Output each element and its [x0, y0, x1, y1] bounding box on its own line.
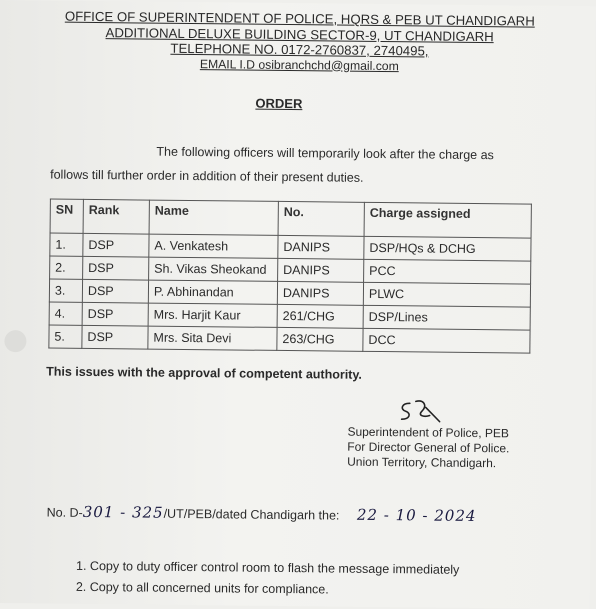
- punch-hole: [4, 330, 26, 352]
- table-row: [49, 325, 530, 353]
- cell-no: DANIPS: [278, 235, 364, 259]
- cell-rank: DSP: [83, 233, 149, 257]
- cell-sn: 2.: [50, 256, 83, 279]
- signatory-block: [347, 425, 510, 472]
- col-header-no: No.: [278, 201, 364, 236]
- col-header-sn: SN: [50, 199, 83, 233]
- officers-table: [48, 199, 532, 354]
- cell-charge: PCC: [364, 259, 531, 284]
- signatory-line-1: Superintendent of Police, PEB: [347, 424, 510, 441]
- col-header-charge: Charge assigned: [364, 202, 531, 238]
- cell-sn: 5.: [49, 325, 82, 348]
- cell-no: 263/CHG: [277, 327, 363, 351]
- cell-rank: DSP: [82, 325, 148, 349]
- cell-sn: 4.: [49, 302, 82, 325]
- reference-line: [47, 503, 477, 526]
- cell-rank: DSP: [82, 279, 148, 303]
- cell-name: P. Abhinandan: [148, 280, 277, 304]
- list-item: 2. Copy to all concerned units for compliance.: [75, 579, 329, 597]
- cell-rank: DSP: [82, 302, 148, 326]
- letterhead-line-3: TELEPHONE NO. 0172-2760837, 2740495,: [170, 40, 429, 59]
- col-header-name: Name: [149, 200, 278, 235]
- cell-no: DANIPS: [277, 281, 363, 305]
- reference-prefix: No. D-: [46, 505, 83, 520]
- list-item: 1. Copy to duty officer control room to flash the message immediately: [76, 558, 460, 577]
- body-paragraph-line-2: follows till further order in addition of their present duties.: [50, 167, 364, 185]
- letterhead-line-1: OFFICE OF SUPERINTENDENT OF POLICE, HQRS & PEB UT CHANDIGARH: [64, 8, 535, 29]
- cell-charge: DSP/Lines: [363, 305, 530, 330]
- approval-statement: This issues with the approval of competent authority.: [46, 364, 362, 382]
- cell-no: DANIPS: [278, 258, 364, 282]
- reference-middle: /UT/PEB/dated Chandigarh the:: [163, 506, 340, 523]
- cell-rank: DSP: [83, 256, 149, 280]
- table-header-row: [50, 199, 531, 238]
- col-header-rank: Rank: [83, 199, 149, 234]
- letterhead: [39, 8, 560, 75]
- handwritten-dispatch-number: 301 - 325: [82, 502, 164, 522]
- cell-sn: 1.: [50, 233, 83, 256]
- cell-charge: PLWC: [363, 282, 530, 307]
- cell-no: 261/CHG: [277, 304, 363, 328]
- signatory-line-3: Union Territory, Chandigarh.: [347, 454, 497, 471]
- letterhead-line-2: ADDITIONAL DELUXE BUILDING SECTOR-9, UT CHANDIGARH: [105, 24, 494, 44]
- order-title: ORDER: [255, 95, 303, 112]
- cell-name: Mrs. Harjit Kaur: [148, 303, 277, 327]
- handwritten-date: 22 - 10 - 2024: [356, 505, 477, 526]
- handwritten-signature: [396, 397, 444, 426]
- body-paragraph-line-1: The following officers will temporarily look after the charge as: [156, 144, 494, 163]
- signatory-line-2: For Director General of Police.: [347, 439, 510, 456]
- letterhead-line-4: EMAIL I.D osibranchchd@gmail.com: [199, 56, 399, 73]
- cell-name: A. Venkatesh: [149, 234, 278, 258]
- cell-charge: DSP/HQs & DCHG: [364, 236, 531, 261]
- copy-list: [76, 556, 460, 602]
- cell-name: Sh. Vikas Sheokand: [149, 257, 278, 281]
- cell-name: Mrs. Sita Devi: [148, 326, 277, 350]
- cell-sn: 3.: [49, 279, 82, 302]
- cell-charge: DCC: [363, 328, 530, 353]
